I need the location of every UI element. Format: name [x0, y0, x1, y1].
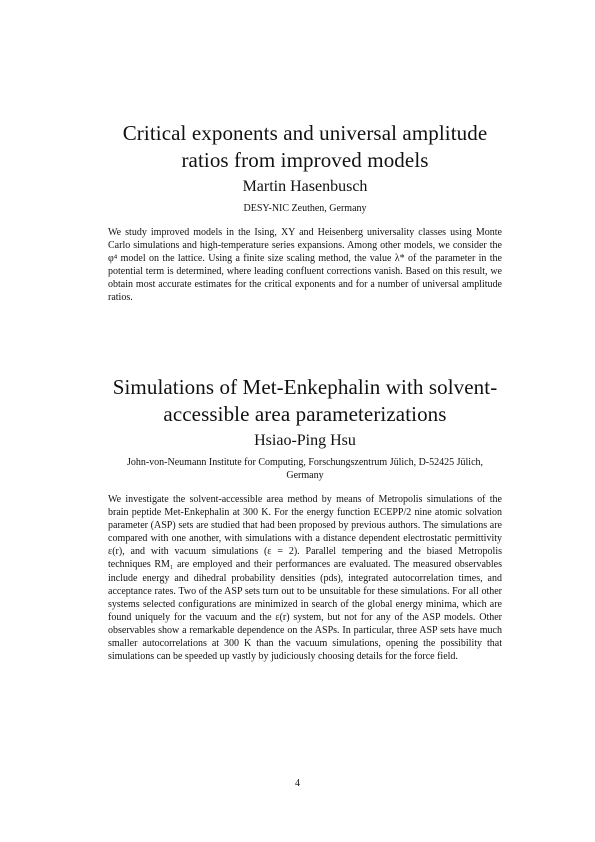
abstract-affiliation: John-von-Neumann Institute for Computing, Forschungszentrum Jülich, D-52425 Jülich, Germany — [126, 457, 484, 481]
abstract-title: Critical exponents and universal amplitude ratios from improved models — [122, 121, 488, 172]
abstract-affiliation: DESY-NIC Zeuthen, Germany — [243, 203, 367, 214]
page-number: 4 — [295, 778, 300, 789]
abstract-hasenbusch — [108, 120, 502, 305]
abstract-author: Hsiao-Ping Hsu — [254, 432, 356, 449]
abstract-title: Simulations of Met-Enkephalin with solvent-accessible area parameterizations — [112, 375, 498, 426]
abstract-body: We study improved models in the Ising, XY and Heisenberg universality classes using Monte Carlo simulations and high-temperature series expansions. Among other models, we consider the φ⁴ model on the lattice. Using a finite size scaling method, the value λ* of the parameter in the potential term is determined, where leading confluent corrections vanish. Based on this result, we obtain most accurate estimates for the critical exponents and for a number of universal amplitude ratios. — [108, 227, 502, 304]
abstract-body: We investigate the solvent-accessible area method by means of Metropolis simulations of the brain peptide Met-Enkephalin at 300 K. For the energy function ECEPP/2 nine atomic solvation parameter (ASP) sets are studied that had been proposed by previous authors. The simulations are compared with one another, with simulations with a distance dependent electrostatic permittivity ε(r), and with vacuum simulations (ε = 2). Parallel tempering and the biased Metropolis techniques RM₁ are employed and their performances are evaluated. The measured observables include energy and dihedral probability densities (pds), integrated autocorrelation times, and acceptance rates. Two of the ASP sets turn out to be unsuitable for these simulations. For all other systems selected configurations are minimized in search of the global energy minima, which are found uniquely for the vacuum and the ε(r) system, but not for any of the ASP models. Other observables show a remarkable dependence on the ASPs. In particular, three ASP sets have much smaller autocorrelations at 300 K than the vacuum simulations, opening the possibility that simulations can be speeded up vastly by judiciously choosing details for the force field. — [108, 494, 502, 663]
abstract-author: Martin Hasenbusch — [242, 178, 368, 195]
abstract-hsu — [108, 374, 502, 663]
